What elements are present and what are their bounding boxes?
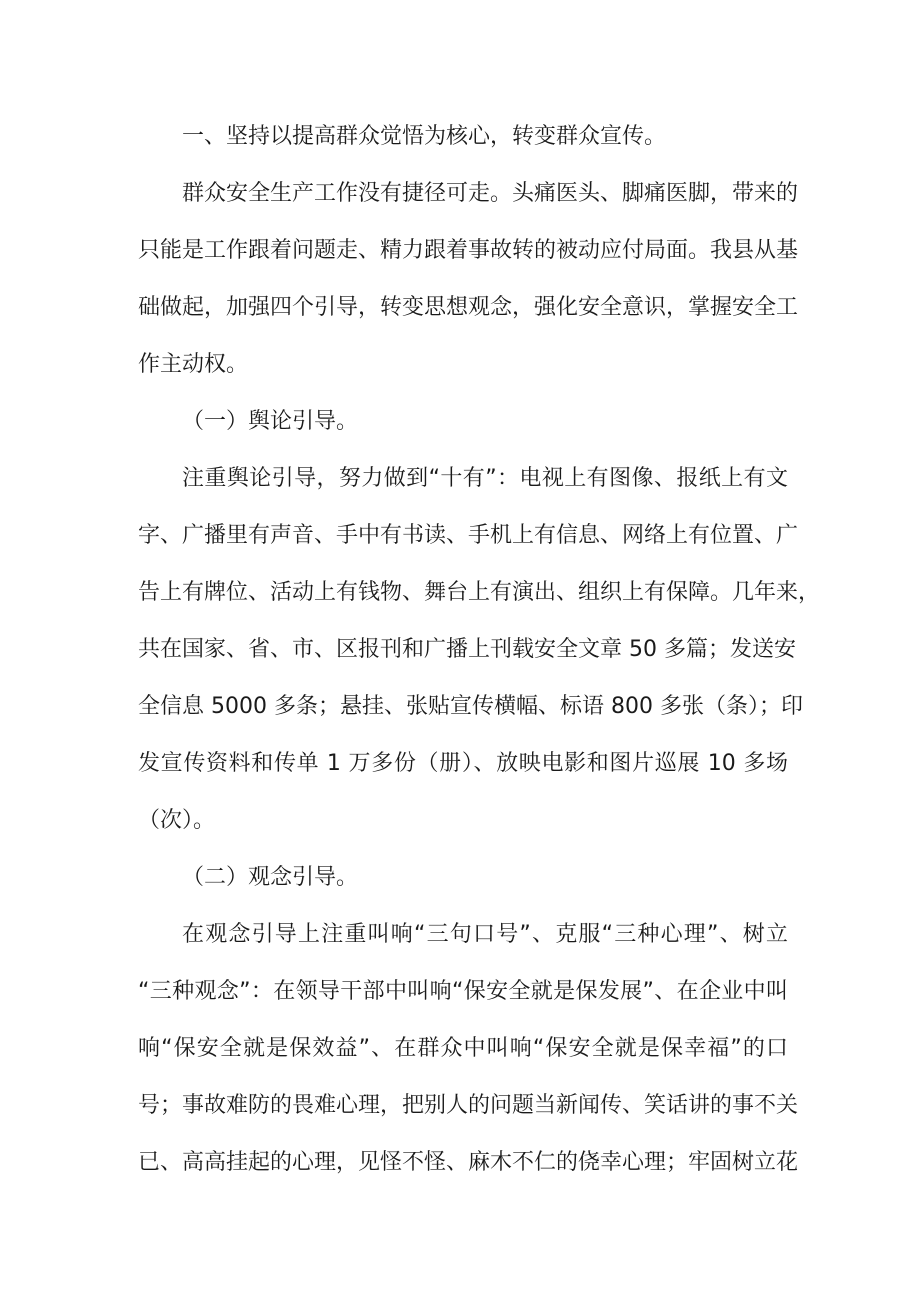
document-body [138,108,821,1191]
paragraph-line: 全信息 5000 多条；悬挂、张贴宣传横幅、标语 800 多张（条）；印 [138,694,803,719]
paragraph-line: 响“保安全就是保效益”、在群众中叫响“保安全就是保幸福”的口 [138,1036,788,1061]
paragraph-line: 础做起，加强四个引导，转变思想观念，强化安全意识，掌握安全工 [138,295,799,320]
paragraph-line: 只能是工作跟着问题走、精力跟着事故转的被动应付局面。我县从基 [138,238,799,263]
paragraph-line: 已、高高挂起的心理，见怪不怪、麻木不仁的侥幸心理；牢固树立花 [138,1150,799,1175]
paragraph-line: 发宣传资料和传单 1 万多份（册）、放映电影和图片巡展 10 多场 [138,751,788,776]
paragraph-line: 字、广播里有声音、手中有书读、手机上有信息、网络上有位置、广 [138,523,799,548]
paragraph-line: 注重舆论引导，努力做到“十有”：电视上有图像、报纸上有文 [182,466,788,491]
paragraph-line: “三种观念”：在领导干部中叫响“保安全就是保发展”、在企业中叫 [138,979,788,1004]
subsection-heading-2: （二）观念引导。 [182,865,359,890]
paragraph-line: 号；事故难防的畏难心理，把别人的问题当新闻传、笑话讲的事不关 [138,1093,799,1118]
paragraph-line: 共在国家、省、市、区报刊和广播上刊载安全文章 50 多篇；发送安 [138,637,796,662]
paragraph-line: 群众安全生产工作没有捷径可走。头痛医头、脚痛医脚，带来的 [182,181,799,206]
subsection-heading-1: （一）舆论引导。 [182,409,359,434]
paragraph-line: （次）。 [138,808,216,833]
paragraph-line: 在观念引导上注重叫响“三句口号”、克服“三种心理”、树立 [182,922,788,947]
section-heading-1: 一、坚持以提高群众觉悟为核心，转变群众宣传。 [182,124,667,149]
paragraph-line: 作主动权。 [138,352,249,377]
paragraph-line: 告上有牌位、活动上有钱物、舞台上有演出、组织上有保障。几年来， [138,580,821,605]
